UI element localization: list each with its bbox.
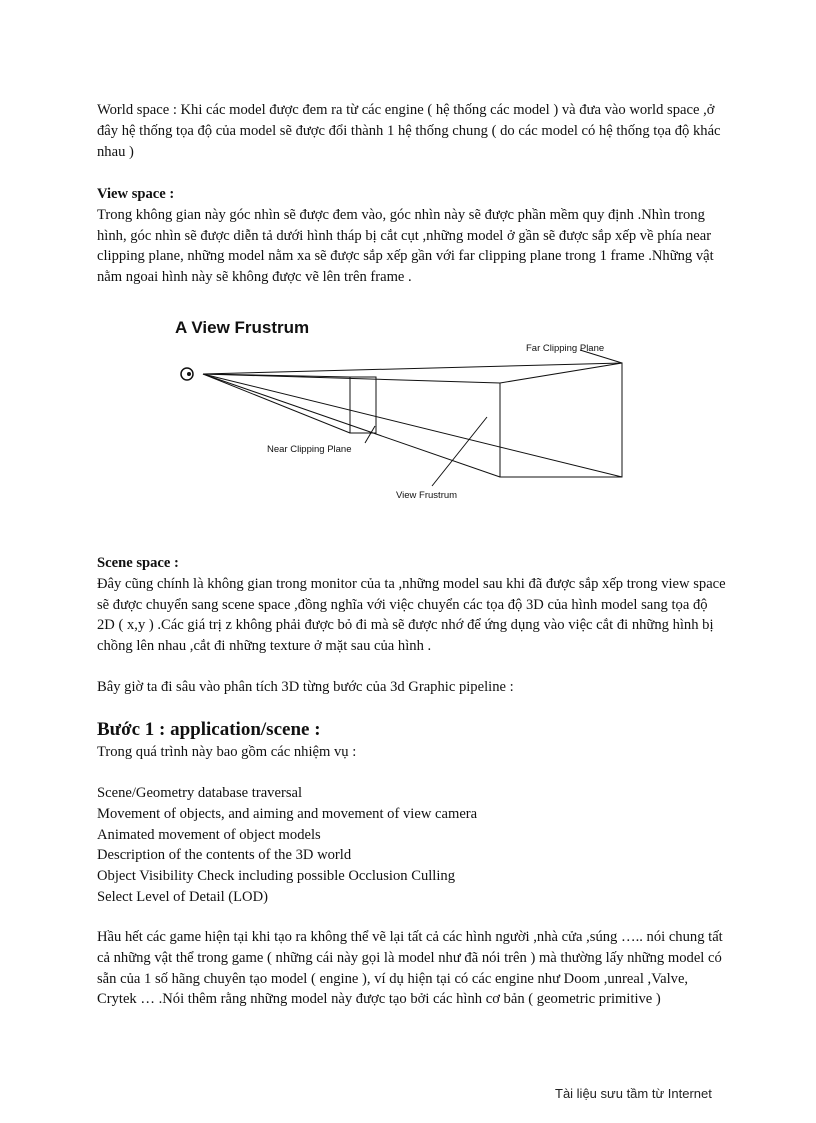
near-clipping-plane [350, 377, 376, 433]
list-item: Select Level of Detail (LOD) [97, 888, 268, 905]
list-item: Movement of objects, and aiming and movement of view camera [97, 805, 478, 822]
view-space-section [97, 184, 727, 288]
world-space-paragraph [97, 100, 727, 162]
list-item: Description of the contents of the 3D world [97, 847, 352, 864]
step1-heading: Bước 1 : application/scene : [97, 719, 321, 740]
scene-space-text: Đây cũng chính là không gian trong monitor của ta ,những model sau khi đã được sắp xếp trong view space sẽ được chuyển sang scene space ,đồng nghĩa với việc chuyển các tọa độ 3D của hình model sang tọa độ 2D ( x,y ) .Các giá trị z không phải được bỏ đi mà sẽ được nhớ để ứng dụng vào việc cắt đi những hình bị chồng lên nhau ,cắt đi những texture ở mặt sau của hình . [97, 575, 726, 655]
list-item: Object Visibility Check including possible Occlusion Culling [97, 868, 455, 885]
pipeline-intro-text: Bây giờ ta đi sâu vào phân tích 3D từng bước của 3d Graphic pipeline : [97, 679, 514, 695]
world-space-text: World space : Khi các model được đem ra từ các engine ( hệ thống các model ) và đưa vào world space ,ở đây hệ thống tọa độ của model sẽ được đổi thành 1 hệ thống chung ( do các model có hệ thống tọa độ khác nhau ) [97, 102, 721, 160]
page-footer: Tài liệu sưu tầm từ Internet [555, 1086, 712, 1101]
figure-title: A View Frustrum [175, 318, 310, 337]
step1-intro-text: Trong quá trình này bao gồm các nhiệm vụ : [97, 744, 357, 760]
frustum-edges [203, 363, 622, 477]
models-text: Hầu hết các game hiện tại khi tạo ra không thể vẽ lại tất cả các hình người ,nhà cửa ,súng ….. nói chung tất cả những vật thể trong game ( những cái này gọi là model như đã nói trên ) mà thường lấy những model có sẵn của 1 số hãng chuyên tạo model ( engine ), ví dụ hiện tại có các engine như Doom ,unreal ,Valve, Crytek … .Nói thêm rằng những model này được tạo bởi các hình cơ bản ( geometric primitive ) [97, 929, 723, 1008]
scene-space-heading: Scene space : [97, 555, 179, 571]
far-clipping-plane [500, 363, 622, 477]
near-clipping-label: Near Clipping Plane [267, 444, 352, 455]
eye-icon [181, 368, 193, 380]
view-space-text: Trong không gian này góc nhìn sẽ được đem vào, góc nhìn này sẽ được phần mềm quy định .Nhìn trong hình, góc nhìn sẽ được diễn tả dưới hình tháp bị cắt cụt ,những model ở gần sẽ được sắp xếp về phía near clipping plane, những model nằm xa sẽ được sắp xếp gần với far clipping plane trong 1 frame .Những vật nằm ngoai hình này sẽ không được vẽ lên trên frame . [97, 206, 714, 286]
view-frustum-diagram [160, 310, 640, 510]
far-clipping-label: Far Clipping Plane [526, 343, 605, 354]
step1-section [97, 718, 727, 763]
task-list [97, 783, 727, 908]
view-frustum-label: View Frustrum [396, 490, 458, 501]
models-paragraph [97, 927, 727, 1010]
list-item: Animated movement of object models [97, 826, 321, 843]
scene-space-section [97, 553, 727, 657]
pipeline-intro-paragraph [97, 677, 727, 698]
view-space-heading: View space : [97, 186, 175, 202]
view-frustum-figure [160, 310, 640, 510]
label-leaders [365, 350, 622, 486]
list-item: Scene/Geometry database traversal [97, 785, 303, 801]
